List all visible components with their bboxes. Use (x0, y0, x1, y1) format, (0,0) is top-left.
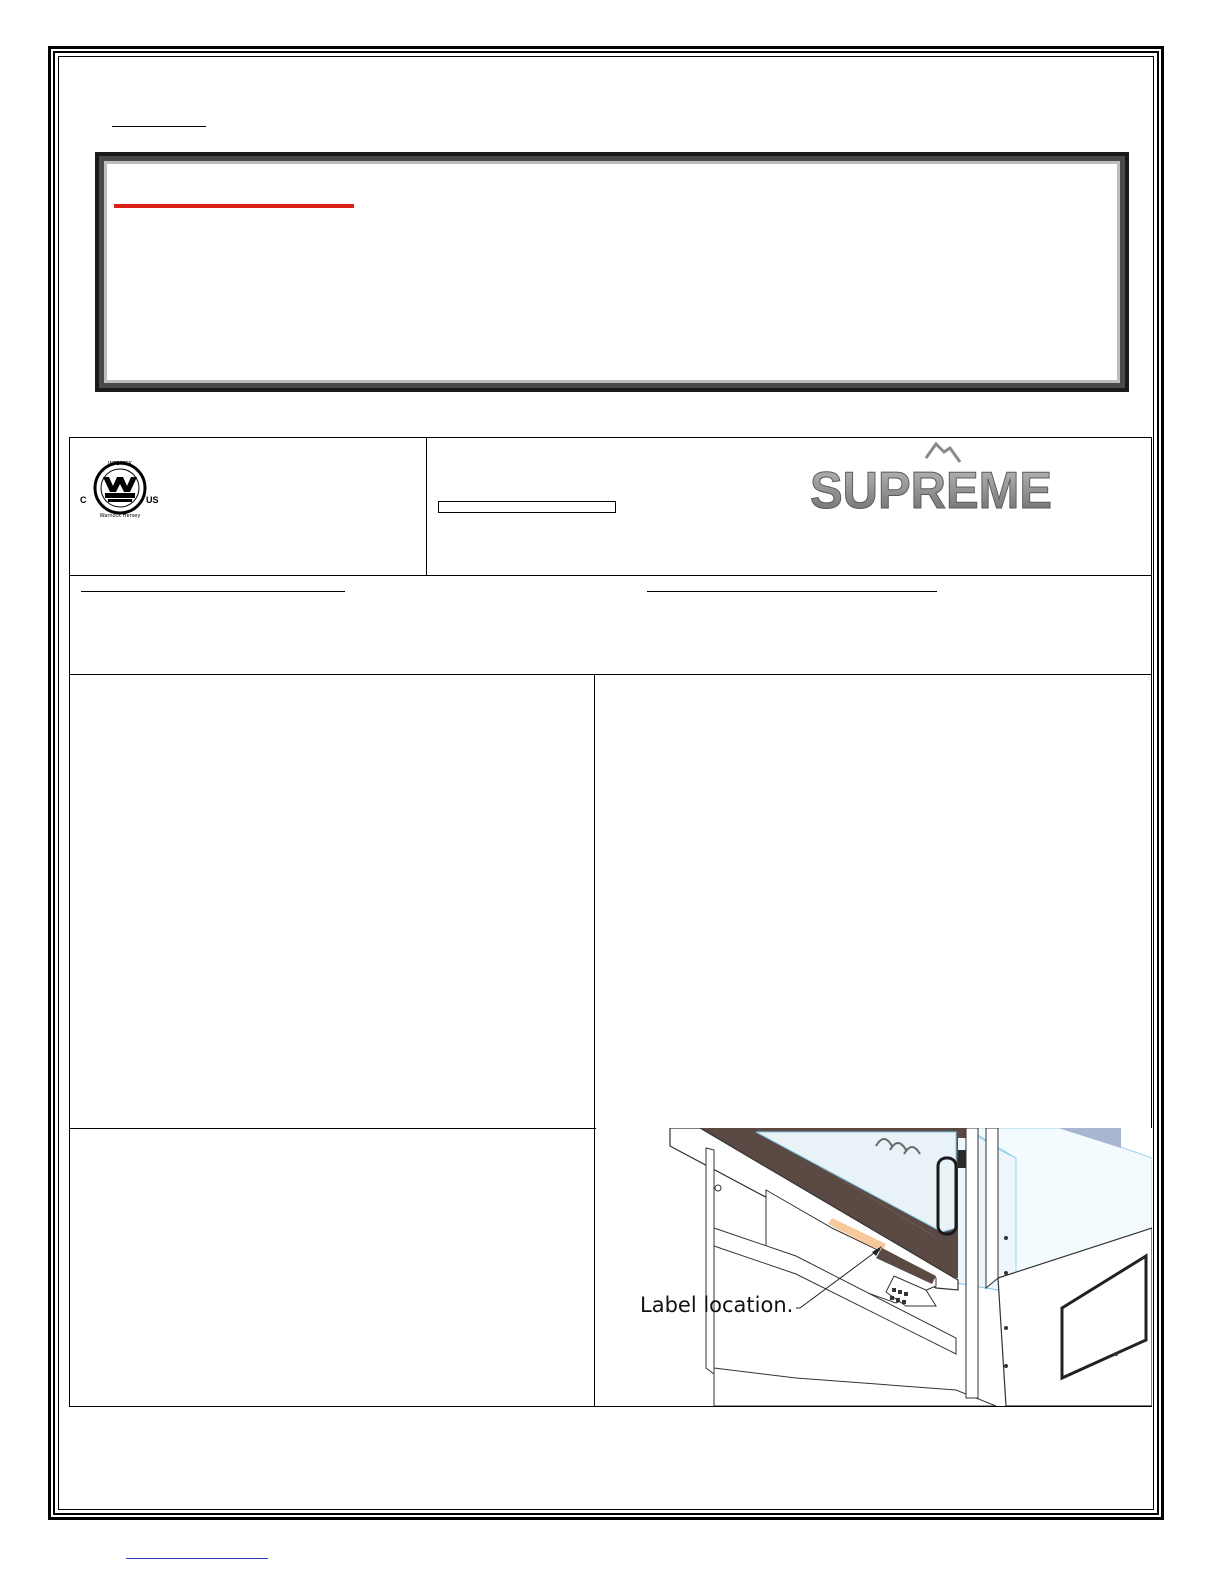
warning-title-underline (114, 204, 354, 208)
supreme-logo-icon (808, 440, 1056, 514)
label-location-callout: Label location. (640, 1293, 794, 1317)
table-row-divider-1 (69, 575, 1152, 576)
cert-ring-text-bottom: Warnock Hersey (99, 513, 141, 519)
label-location-diagram (596, 1128, 1152, 1406)
table-divider-body (594, 674, 595, 1407)
warning-box (95, 152, 1129, 392)
model-number-field (438, 501, 616, 513)
cert-right-mark: US (146, 495, 159, 505)
footer-link-underline[interactable] (126, 1558, 268, 1559)
warning-box-inner (104, 161, 1120, 383)
cert-left-mark: C (80, 495, 87, 505)
certification-mark-icon (78, 455, 162, 521)
section-heading-underline-left (81, 591, 345, 592)
table-row-divider-3 (69, 1128, 625, 1129)
section-heading-underline-right (647, 591, 937, 592)
table-row-divider-2 (69, 674, 1152, 675)
heading-underline (112, 126, 206, 127)
cert-ring-text-top: INTERTEK (107, 461, 133, 467)
table-divider-header (426, 437, 427, 575)
brand-name: SUPREME (810, 462, 1052, 514)
